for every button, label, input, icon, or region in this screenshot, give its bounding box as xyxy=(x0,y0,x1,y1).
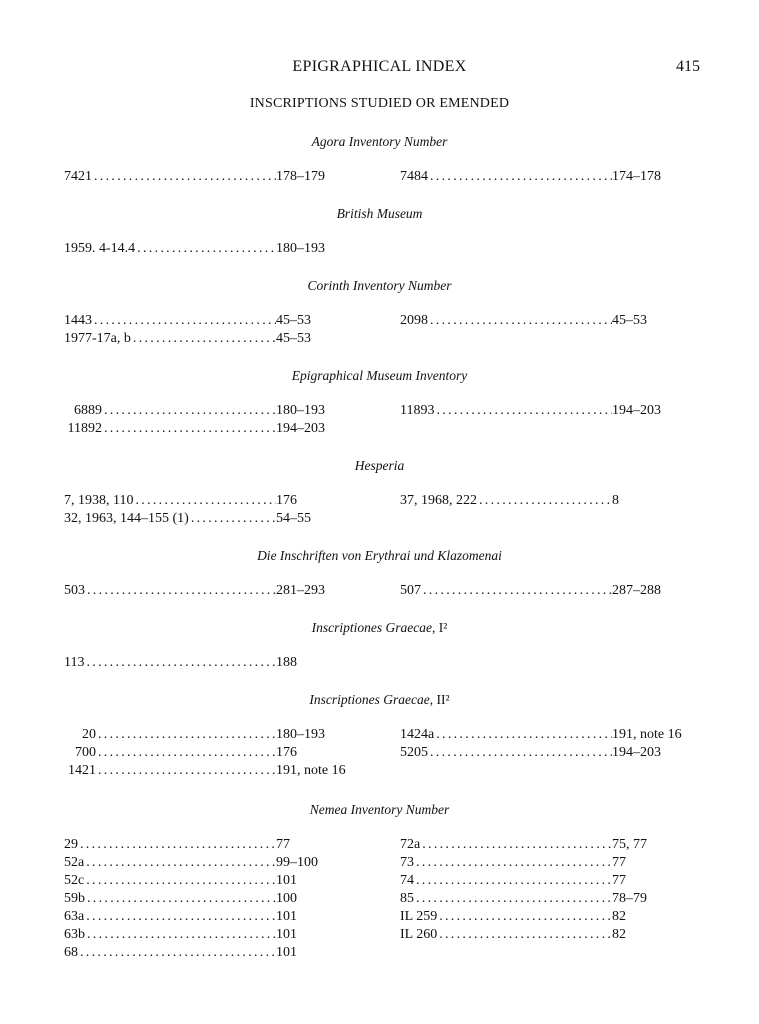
entry-pages: 176 xyxy=(276,745,297,760)
leader-dots xyxy=(477,492,612,510)
leader-dots xyxy=(437,908,612,926)
index-entry xyxy=(64,240,364,258)
entry-pages: 101 xyxy=(276,873,297,888)
leader-dots xyxy=(102,420,276,438)
index-entry xyxy=(64,168,364,186)
entry-number: 1421 xyxy=(68,763,96,778)
entry-number: 52c xyxy=(64,873,85,888)
entry-number: 11892 xyxy=(67,421,102,436)
entry-pages: 54–55 xyxy=(276,511,311,526)
section-heading xyxy=(0,620,759,636)
leader-dots xyxy=(437,926,612,944)
entry-pages: 78–79 xyxy=(612,891,647,906)
entry-number: 52a xyxy=(64,855,85,870)
index-entry xyxy=(64,944,364,962)
entry-number: 1959. 4-14.4 xyxy=(64,241,136,256)
leader-dots xyxy=(434,402,612,420)
index-entry xyxy=(400,890,700,908)
entry-number: IL 260 xyxy=(400,927,438,942)
index-entry xyxy=(64,762,364,780)
entry-pages: 174–178 xyxy=(612,169,661,184)
entry-number: IL 259 xyxy=(400,909,438,924)
index-entry xyxy=(64,312,364,330)
section-heading xyxy=(0,802,759,818)
leader-dots xyxy=(414,872,612,890)
leader-dots xyxy=(92,168,276,186)
leader-dots xyxy=(85,890,276,908)
index-entry xyxy=(64,926,364,944)
entry-number: 6889 xyxy=(74,403,102,418)
page-number: 415 xyxy=(676,58,700,75)
section-heading xyxy=(0,278,759,294)
entry-pages: 101 xyxy=(276,909,297,924)
index-entry xyxy=(64,402,364,420)
entry-number: 113 xyxy=(64,655,85,670)
index-entry xyxy=(400,312,700,330)
index-entry xyxy=(400,854,700,872)
entry-pages: 101 xyxy=(276,927,297,942)
entry-number: 11893 xyxy=(400,403,435,418)
leader-dots xyxy=(135,240,276,258)
leader-dots xyxy=(92,312,276,330)
entry-pages: 194–203 xyxy=(612,745,661,760)
index-entry xyxy=(64,330,364,348)
section-heading-suffix: , I² xyxy=(432,620,448,635)
entry-pages: 194–203 xyxy=(612,403,661,418)
index-entry xyxy=(64,908,364,926)
entry-number: 7, 1938, 110 xyxy=(64,493,134,508)
section-heading-text: Hesperia xyxy=(354,458,405,473)
index-entry xyxy=(400,582,700,600)
leader-dots xyxy=(85,926,276,944)
leader-dots xyxy=(84,654,276,672)
leader-dots xyxy=(421,582,612,600)
entry-pages: 180–193 xyxy=(276,403,325,418)
entry-number: 68 xyxy=(64,945,78,960)
leader-dots xyxy=(131,330,276,348)
section-heading-text: Corinth Inventory Number xyxy=(307,278,452,293)
leader-dots xyxy=(78,836,276,854)
running-title: EPIGRAPHICAL INDEX xyxy=(292,58,467,75)
entry-pages: 180–193 xyxy=(276,727,325,742)
section-heading-text: Nemea Inventory Number xyxy=(309,802,450,817)
leader-dots xyxy=(414,890,612,908)
section-heading-text: Inscriptiones Graecae xyxy=(309,692,430,707)
entry-number: 85 xyxy=(400,891,414,906)
entry-pages: 188 xyxy=(276,655,297,670)
entry-number: 73 xyxy=(400,855,414,870)
entry-pages: 281–293 xyxy=(276,583,325,598)
entry-pages: 178–179 xyxy=(276,169,325,184)
entry-pages: 100 xyxy=(276,891,297,906)
entry-number: 7421 xyxy=(64,169,92,184)
section-heading-text: British Museum xyxy=(336,206,423,221)
index-entry xyxy=(64,872,364,890)
leader-dots xyxy=(96,726,276,744)
entry-pages: 101 xyxy=(276,945,297,960)
index-entry xyxy=(400,836,700,854)
entry-pages: 191, note 16 xyxy=(276,763,346,778)
index-entry xyxy=(64,854,364,872)
section-heading xyxy=(0,206,759,222)
entry-number: 72a xyxy=(400,837,421,852)
section-heading-text: Die Inschriften von Erythrai und Klazomenai xyxy=(257,548,502,563)
entry-pages: 75, 77 xyxy=(612,837,647,852)
entry-pages: 45–53 xyxy=(276,313,311,328)
leader-dots xyxy=(84,854,276,872)
entry-number: 1977-17a, b xyxy=(64,331,131,346)
leader-dots xyxy=(428,744,612,762)
entry-pages: 194–203 xyxy=(276,421,325,436)
index-entry xyxy=(64,836,364,854)
section-heading-suffix: , II² xyxy=(429,692,450,707)
entry-number: 37, 1968, 222 xyxy=(400,493,477,508)
leader-dots xyxy=(414,854,612,872)
index-entry xyxy=(400,908,700,926)
index-entry xyxy=(64,510,364,528)
entry-pages: 191, note 16 xyxy=(612,727,682,742)
entry-number: 29 xyxy=(64,837,78,852)
entry-number: 1443 xyxy=(64,313,92,328)
leader-dots xyxy=(102,402,276,420)
section-heading-text: Agora Inventory Number xyxy=(311,134,448,149)
entry-number: 503 xyxy=(64,583,85,598)
section-heading-text: Epigraphical Museum Inventory xyxy=(291,368,468,383)
index-title: INSCRIPTIONS STUDIED OR EMENDED xyxy=(249,96,510,111)
entry-number: 32, 1963, 144–155 (1) xyxy=(64,511,189,526)
leader-dots xyxy=(85,582,276,600)
entry-pages: 82 xyxy=(612,927,626,942)
index-entry xyxy=(400,744,700,762)
leader-dots xyxy=(428,168,612,186)
entry-pages: 287–288 xyxy=(612,583,661,598)
entry-pages: 77 xyxy=(612,873,626,888)
entry-pages: 45–53 xyxy=(276,331,311,346)
leader-dots xyxy=(420,836,612,854)
leader-dots xyxy=(96,744,276,762)
index-entry xyxy=(64,492,364,510)
index-entry xyxy=(400,926,700,944)
entry-number: 20 xyxy=(82,727,96,742)
index-entry xyxy=(400,726,700,744)
index-entry xyxy=(64,890,364,908)
entry-pages: 82 xyxy=(612,909,626,924)
leader-dots xyxy=(428,312,612,330)
section-heading xyxy=(0,692,759,708)
leader-dots xyxy=(84,872,276,890)
index-entry xyxy=(400,402,700,420)
entry-number: 5205 xyxy=(400,745,428,760)
entry-pages: 99–100 xyxy=(276,855,318,870)
entry-number: 2098 xyxy=(400,313,428,328)
index-entry xyxy=(64,420,364,438)
index-entry xyxy=(400,168,700,186)
entry-pages: 176 xyxy=(276,493,297,508)
index-entry xyxy=(64,744,364,762)
leader-dots xyxy=(96,762,276,780)
section-heading xyxy=(0,458,759,474)
entry-number: 507 xyxy=(400,583,421,598)
entry-pages: 45–53 xyxy=(612,313,647,328)
index-entry xyxy=(400,492,700,510)
section-heading xyxy=(0,548,759,564)
entry-number: 59b xyxy=(64,891,85,906)
entry-number: 700 xyxy=(75,745,96,760)
entry-pages: 180–193 xyxy=(276,241,325,256)
index-entry xyxy=(400,872,700,890)
entry-number: 63a xyxy=(64,909,85,924)
section-heading xyxy=(0,134,759,150)
leader-dots xyxy=(84,908,276,926)
leader-dots xyxy=(133,492,276,510)
section-heading xyxy=(0,368,759,384)
index-entry xyxy=(64,654,364,672)
leader-dots xyxy=(78,944,276,962)
entry-number: 1424a xyxy=(400,727,435,742)
leader-dots xyxy=(434,726,612,744)
section-heading-text: Inscriptiones Graecae xyxy=(311,620,433,635)
index-entry xyxy=(64,726,364,744)
entry-number: 7484 xyxy=(400,169,428,184)
entry-pages: 77 xyxy=(276,837,290,852)
entry-number: 74 xyxy=(400,873,414,888)
index-entry xyxy=(64,582,364,600)
entry-pages: 8 xyxy=(612,493,619,508)
entry-pages: 77 xyxy=(612,855,626,870)
leader-dots xyxy=(189,510,276,528)
entry-number: 63b xyxy=(64,927,85,942)
